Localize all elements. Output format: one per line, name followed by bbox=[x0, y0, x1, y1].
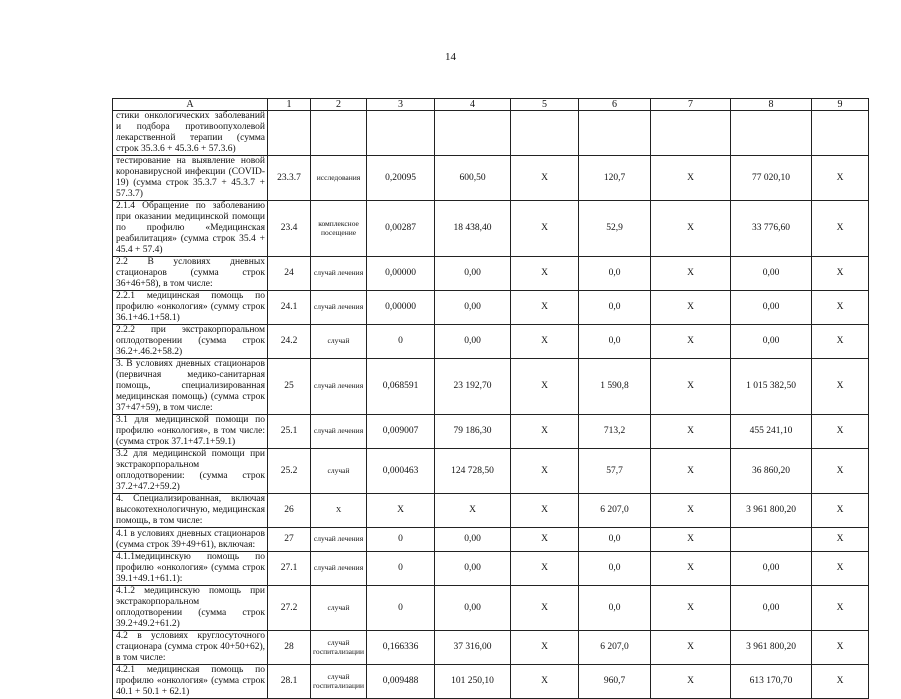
table-row bbox=[113, 325, 869, 359]
value-cell: 0,00 bbox=[435, 291, 511, 325]
row-description: 4.1.1медицинскую помощь по профилю «онкология» (сумма строк 39.1+49.1+61.1): bbox=[113, 552, 268, 586]
value-cell: 0,00 bbox=[435, 257, 511, 291]
value-cell bbox=[367, 111, 435, 156]
row-description: 2.1.4 Обращение по заболеванию при оказании медицинской помощи по профилю «Медицинская реабилитация» (сумма строк 35.4 + 45.4 + 57.4) bbox=[113, 201, 268, 257]
unit-cell: случай bbox=[311, 325, 367, 359]
value-cell bbox=[511, 111, 579, 156]
table-row bbox=[113, 528, 869, 552]
table-row bbox=[113, 156, 869, 201]
value-cell: 600,50 bbox=[435, 156, 511, 201]
value-cell: Х bbox=[651, 156, 731, 201]
value-cell: Х bbox=[511, 325, 579, 359]
row-description: 4.1.2 медицинскую помощь при экстракорпоральном оплодотворении (сумма строк 39.2+49.2+61.2) bbox=[113, 586, 268, 631]
row-number: 28.1 bbox=[268, 665, 311, 699]
table-row bbox=[113, 449, 869, 494]
unit-cell: случай госпитализации bbox=[311, 631, 367, 665]
value-cell: 33 776,60 bbox=[731, 201, 812, 257]
value-cell: Х bbox=[511, 528, 579, 552]
row-number: 23.3.7 bbox=[268, 156, 311, 201]
value-cell: Х bbox=[651, 494, 731, 528]
value-cell bbox=[579, 111, 651, 156]
column-header: 8 bbox=[731, 99, 812, 111]
table-row bbox=[113, 257, 869, 291]
value-cell: 0 bbox=[367, 552, 435, 586]
value-cell: Х bbox=[511, 359, 579, 415]
unit-cell: случай лечения bbox=[311, 528, 367, 552]
value-cell: Х bbox=[511, 586, 579, 631]
value-cell: 6 207,0 bbox=[579, 631, 651, 665]
value-cell: 1 590,8 bbox=[579, 359, 651, 415]
value-cell: 0,00 bbox=[435, 552, 511, 586]
row-description: 2.2.1 медицинская помощь по профилю «онкология» (сумму строк 36.1+46.1+58.1) bbox=[113, 291, 268, 325]
column-header: 1 bbox=[268, 99, 311, 111]
value-cell: Х bbox=[651, 201, 731, 257]
value-cell: 0,0 bbox=[579, 257, 651, 291]
value-cell: 0,000463 bbox=[367, 449, 435, 494]
row-description: 2.2 В условиях дневных стационаров (сумма строк 36+46+58), в том числе: bbox=[113, 257, 268, 291]
row-number: 25.2 bbox=[268, 449, 311, 494]
unit-cell bbox=[311, 111, 367, 156]
row-description: 3. В условиях дневных стационаров (первичная медико-санитарная помощь, специализированная медицинская помощь) (сумма строк 37+47+59), в том числе: bbox=[113, 359, 268, 415]
row-description: 4.2.1 медицинская помощь по профилю «онкология» (сумма строк 40.1 + 50.1 + 62.1) bbox=[113, 665, 268, 699]
value-cell: Х bbox=[812, 257, 869, 291]
value-cell bbox=[812, 111, 869, 156]
value-cell: 455 241,10 bbox=[731, 415, 812, 449]
unit-cell: случай bbox=[311, 449, 367, 494]
header-row bbox=[113, 99, 869, 111]
table-row bbox=[113, 201, 869, 257]
value-cell: Х bbox=[511, 415, 579, 449]
value-cell: Х bbox=[651, 449, 731, 494]
value-cell: 0 bbox=[367, 325, 435, 359]
unit-cell: случай лечения bbox=[311, 359, 367, 415]
row-number: 24.1 bbox=[268, 291, 311, 325]
value-cell: 0,00287 bbox=[367, 201, 435, 257]
row-number: 25.1 bbox=[268, 415, 311, 449]
unit-cell: случай bbox=[311, 586, 367, 631]
row-number: 28 bbox=[268, 631, 311, 665]
value-cell: 0,00 bbox=[435, 325, 511, 359]
table-row bbox=[113, 552, 869, 586]
unit-cell: случай лечения bbox=[311, 291, 367, 325]
value-cell: 0,0 bbox=[579, 291, 651, 325]
table-row bbox=[113, 415, 869, 449]
value-cell: 0,00000 bbox=[367, 257, 435, 291]
row-description: тестирование на выявление новой коронавирусной инфекции (COVID-19) (сумма строк 35.3.7 + 45.3.7 + 57.3.7) bbox=[113, 156, 268, 201]
row-description: 2.2.2 при экстракорпоральном оплодотворении (сумма строк 36.2+.46.2+58.2) bbox=[113, 325, 268, 359]
value-cell: 0,0 bbox=[579, 528, 651, 552]
row-description: 4.2 в условиях круглосуточного стационара (сумма строк 40+50+62), в том числе: bbox=[113, 631, 268, 665]
value-cell: 101 250,10 bbox=[435, 665, 511, 699]
table-row bbox=[113, 359, 869, 415]
value-cell: Х bbox=[511, 665, 579, 699]
value-cell: Х bbox=[812, 359, 869, 415]
value-cell: 0 bbox=[367, 586, 435, 631]
row-description: 4. Специализированная, включая высокотехнологичную, медицинская помощь, в том числе: bbox=[113, 494, 268, 528]
value-cell: 0,00 bbox=[731, 552, 812, 586]
value-cell: Х bbox=[812, 201, 869, 257]
value-cell: Х bbox=[812, 631, 869, 665]
row-number: 25 bbox=[268, 359, 311, 415]
value-cell: Х bbox=[812, 586, 869, 631]
value-cell: 0,009488 bbox=[367, 665, 435, 699]
value-cell: 0,0 bbox=[579, 586, 651, 631]
value-cell: 57,7 bbox=[579, 449, 651, 494]
column-header: 5 bbox=[511, 99, 579, 111]
column-header: 3 bbox=[367, 99, 435, 111]
value-cell: Х bbox=[511, 631, 579, 665]
value-cell: Х bbox=[511, 552, 579, 586]
value-cell: Х bbox=[651, 528, 731, 552]
column-header: 7 bbox=[651, 99, 731, 111]
value-cell: Х bbox=[367, 494, 435, 528]
value-cell: 79 186,30 bbox=[435, 415, 511, 449]
column-header: 6 bbox=[579, 99, 651, 111]
data-table bbox=[112, 98, 869, 699]
unit-cell: комплексное посещение bbox=[311, 201, 367, 257]
value-cell: 0,00000 bbox=[367, 291, 435, 325]
value-cell: Х bbox=[651, 631, 731, 665]
value-cell: Х bbox=[812, 156, 869, 201]
value-cell: 613 170,70 bbox=[731, 665, 812, 699]
value-cell: Х bbox=[651, 552, 731, 586]
value-cell: 6 207,0 bbox=[579, 494, 651, 528]
column-header: А bbox=[113, 99, 268, 111]
value-cell: Х bbox=[651, 291, 731, 325]
value-cell: Х bbox=[651, 415, 731, 449]
row-number bbox=[268, 111, 311, 156]
value-cell: Х bbox=[812, 325, 869, 359]
value-cell: 124 728,50 bbox=[435, 449, 511, 494]
unit-cell: случай госпитализации bbox=[311, 665, 367, 699]
value-cell: 18 438,40 bbox=[435, 201, 511, 257]
table-row bbox=[113, 494, 869, 528]
value-cell: 960,7 bbox=[579, 665, 651, 699]
value-cell: 0,0 bbox=[579, 552, 651, 586]
value-cell bbox=[731, 111, 812, 156]
value-cell: 37 316,00 bbox=[435, 631, 511, 665]
value-cell: Х bbox=[812, 415, 869, 449]
value-cell: 0,00 bbox=[731, 586, 812, 631]
value-cell: 120,7 bbox=[579, 156, 651, 201]
value-cell: 0,166336 bbox=[367, 631, 435, 665]
value-cell: 1 015 382,50 bbox=[731, 359, 812, 415]
unit-cell: Х bbox=[311, 494, 367, 528]
value-cell: Х bbox=[812, 528, 869, 552]
value-cell: Х bbox=[511, 449, 579, 494]
value-cell: 3 961 800,20 bbox=[731, 494, 812, 528]
value-cell bbox=[731, 528, 812, 552]
unit-cell: случай лечения bbox=[311, 415, 367, 449]
value-cell: Х bbox=[651, 325, 731, 359]
value-cell: 0 bbox=[367, 528, 435, 552]
value-cell: 0,00 bbox=[435, 586, 511, 631]
row-number: 27.2 bbox=[268, 586, 311, 631]
row-description: 3.1 для медицинской помощи по профилю «онкология», в том числе: (сумма строк 37.1+47.1+59.1) bbox=[113, 415, 268, 449]
row-description: 3.2 для медицинской помощи при экстракорпоральном оплодотворении: (сумма строк 37.2+47.2+59.2) bbox=[113, 449, 268, 494]
value-cell: Х bbox=[812, 552, 869, 586]
table-row bbox=[113, 665, 869, 699]
value-cell: Х bbox=[511, 291, 579, 325]
column-header: 9 bbox=[812, 99, 869, 111]
table-row bbox=[113, 111, 869, 156]
value-cell bbox=[435, 111, 511, 156]
table-row bbox=[113, 291, 869, 325]
value-cell: Х bbox=[812, 449, 869, 494]
value-cell: Х bbox=[511, 257, 579, 291]
row-description: стики онкологических заболеваний и подбора противоопухолевой лекарственной терапии (сумма строк 35.3.6 + 45.3.6 + 57.3.6) bbox=[113, 111, 268, 156]
value-cell: Х bbox=[651, 586, 731, 631]
table-row bbox=[113, 586, 869, 631]
value-cell: 713,2 bbox=[579, 415, 651, 449]
value-cell: 0,00 bbox=[731, 257, 812, 291]
column-header: 2 bbox=[311, 99, 367, 111]
value-cell: 0,068591 bbox=[367, 359, 435, 415]
row-description: 4.1 в условиях дневных стационаров (сумма строк 39+49+61), включая: bbox=[113, 528, 268, 552]
value-cell: Х bbox=[511, 201, 579, 257]
row-number: 26 bbox=[268, 494, 311, 528]
value-cell: 77 020,10 bbox=[731, 156, 812, 201]
value-cell: 3 961 800,20 bbox=[731, 631, 812, 665]
value-cell: Х bbox=[651, 665, 731, 699]
row-number: 23.4 bbox=[268, 201, 311, 257]
value-cell: 0,00 bbox=[731, 325, 812, 359]
value-cell: 36 860,20 bbox=[731, 449, 812, 494]
page-number: 14 bbox=[445, 51, 456, 63]
value-cell: 0,009007 bbox=[367, 415, 435, 449]
table-row bbox=[113, 631, 869, 665]
unit-cell: случай лечения bbox=[311, 257, 367, 291]
value-cell: 0,00 bbox=[731, 291, 812, 325]
value-cell: Х bbox=[651, 257, 731, 291]
value-cell: 52,9 bbox=[579, 201, 651, 257]
value-cell bbox=[651, 111, 731, 156]
row-number: 24 bbox=[268, 257, 311, 291]
value-cell: Х bbox=[511, 494, 579, 528]
value-cell: 0,00 bbox=[435, 528, 511, 552]
value-cell: Х bbox=[435, 494, 511, 528]
row-number: 27 bbox=[268, 528, 311, 552]
value-cell: 23 192,70 bbox=[435, 359, 511, 415]
value-cell: Х bbox=[812, 665, 869, 699]
value-cell: 0,20095 bbox=[367, 156, 435, 201]
value-cell: Х bbox=[812, 291, 869, 325]
row-number: 27.1 bbox=[268, 552, 311, 586]
value-cell: Х bbox=[651, 359, 731, 415]
value-cell: 0,0 bbox=[579, 325, 651, 359]
value-cell: Х bbox=[511, 156, 579, 201]
column-header: 4 bbox=[435, 99, 511, 111]
row-number: 24.2 bbox=[268, 325, 311, 359]
unit-cell: исследования bbox=[311, 156, 367, 201]
unit-cell: случай лечения bbox=[311, 552, 367, 586]
value-cell: Х bbox=[812, 494, 869, 528]
